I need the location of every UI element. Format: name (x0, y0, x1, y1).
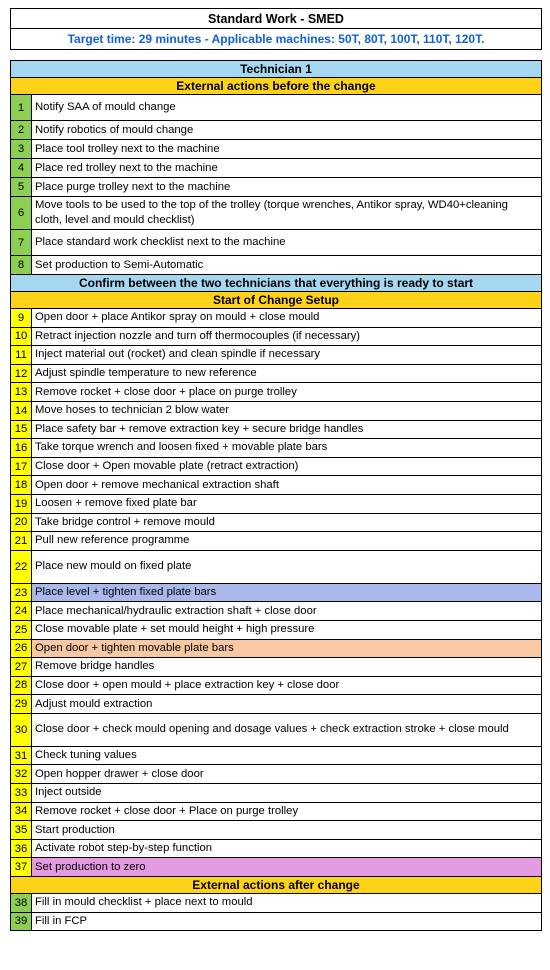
step-text: Notify robotics of mould change (32, 121, 542, 140)
step-row (11, 695, 542, 714)
step-text: Place mechanical/hydraulic extraction shaft + close door (32, 602, 542, 621)
step-text: Take torque wrench and loosen fixed + movable plate bars (32, 439, 542, 458)
step-number: 30 (11, 713, 32, 746)
step-row (11, 364, 542, 383)
step-number: 37 (11, 858, 32, 877)
step-row (11, 346, 542, 365)
step-text: Retract injection nozzle and turn off thermocouples (if necessary) (32, 327, 542, 346)
step-row (11, 494, 542, 513)
step-row (11, 602, 542, 621)
step-text: Place new mould on fixed plate (32, 550, 542, 583)
smed-table-body (11, 61, 542, 931)
step-text: Open door + place Antikor spray on mould + close mould (32, 309, 542, 328)
step-number: 28 (11, 676, 32, 695)
step-number: 31 (11, 746, 32, 765)
step-row (11, 858, 542, 877)
step-text: Remove bridge handles (32, 658, 542, 677)
step-number: 25 (11, 620, 32, 639)
step-number: 36 (11, 839, 32, 858)
step-row (11, 658, 542, 677)
step-number: 16 (11, 439, 32, 458)
step-text: Close door + check mould opening and dosage values + check extraction stroke + close mould (32, 713, 542, 746)
step-text: Open hopper drawer + close door (32, 765, 542, 784)
step-row (11, 784, 542, 803)
section-confirm: Confirm between the two technicians that everything is ready to start (11, 275, 542, 292)
step-number: 32 (11, 765, 32, 784)
step-row (11, 839, 542, 858)
technician-header-row (11, 61, 542, 78)
step-text: Adjust spindle temperature to new reference (32, 364, 542, 383)
step-number: 14 (11, 401, 32, 420)
step-row (11, 713, 542, 746)
step-row (11, 639, 542, 658)
section-start-setup-row (11, 292, 542, 309)
step-text: Remove rocket + close door + place on purge trolley (32, 383, 542, 402)
step-text: Set production to Semi-Automatic (32, 256, 542, 275)
step-number: 38 (11, 894, 32, 913)
step-number: 20 (11, 513, 32, 532)
step-number: 26 (11, 639, 32, 658)
step-row (11, 140, 542, 159)
step-text: Move hoses to technician 2 blow water (32, 401, 542, 420)
step-number: 22 (11, 550, 32, 583)
step-row (11, 121, 542, 140)
step-text: Adjust mould extraction (32, 695, 542, 714)
step-row (11, 912, 542, 931)
step-text: Start production (32, 821, 542, 840)
document-title: Standard Work - SMED (11, 9, 541, 29)
step-text: Notify SAA of mould change (32, 95, 542, 121)
step-number: 29 (11, 695, 32, 714)
step-number: 19 (11, 494, 32, 513)
step-row (11, 439, 542, 458)
step-text: Place level + tighten fixed plate bars (32, 583, 542, 602)
step-number: 15 (11, 420, 32, 439)
step-row (11, 95, 542, 121)
step-number: 27 (11, 658, 32, 677)
step-row (11, 821, 542, 840)
step-text: Activate robot step-by-step function (32, 839, 542, 858)
step-number: 10 (11, 327, 32, 346)
step-text: Close movable plate + set mould height + high pressure (32, 620, 542, 639)
step-text: Loosen + remove fixed plate bar (32, 494, 542, 513)
step-number: 21 (11, 532, 32, 551)
step-text: Check tuning values (32, 746, 542, 765)
step-number: 39 (11, 912, 32, 931)
step-number: 23 (11, 583, 32, 602)
step-number: 2 (11, 121, 32, 140)
section-confirm-row (11, 275, 542, 292)
step-row (11, 401, 542, 420)
step-text: Place red trolley next to the machine (32, 159, 542, 178)
step-row (11, 765, 542, 784)
step-number: 33 (11, 784, 32, 803)
step-row (11, 513, 542, 532)
step-number: 7 (11, 230, 32, 256)
step-row (11, 197, 542, 230)
step-row (11, 159, 542, 178)
step-row (11, 420, 542, 439)
step-number: 11 (11, 346, 32, 365)
step-number: 12 (11, 364, 32, 383)
step-row (11, 309, 542, 328)
technician-header: Technician 1 (11, 61, 542, 78)
step-number: 9 (11, 309, 32, 328)
step-row (11, 178, 542, 197)
section-external-after: External actions after change (11, 877, 542, 894)
step-text: Fill in FCP (32, 912, 542, 931)
step-row (11, 532, 542, 551)
document-header (10, 8, 542, 50)
step-row (11, 620, 542, 639)
step-row (11, 802, 542, 821)
step-text: Set production to zero (32, 858, 542, 877)
step-number: 6 (11, 197, 32, 230)
step-text: Place tool trolley next to the machine (32, 140, 542, 159)
document-subtitle: Target time: 29 minutes - Applicable machines: 50T, 80T, 100T, 110T, 120T. (67, 32, 485, 46)
step-number: 34 (11, 802, 32, 821)
step-number: 5 (11, 178, 32, 197)
step-text: Close door + open mould + place extraction key + close door (32, 676, 542, 695)
step-text: Open door + tighten movable plate bars (32, 639, 542, 658)
step-number: 18 (11, 476, 32, 495)
step-text: Move tools to be used to the top of the trolley (torque wrenches, Antikor spray, WD40+cleaning cloth, level and mould checklist) (32, 197, 542, 230)
step-text: Fill in mould checklist + place next to mould (32, 894, 542, 913)
section-external-before: External actions before the change (11, 78, 542, 95)
section-external-after-row (11, 877, 542, 894)
step-text: Close door + Open movable plate (retract extraction) (32, 457, 542, 476)
step-text: Pull new reference programme (32, 532, 542, 551)
step-text: Open door + remove mechanical extraction shaft (32, 476, 542, 495)
section-start-setup: Start of Change Setup (11, 292, 542, 309)
step-text: Remove rocket + close door + Place on purge trolley (32, 802, 542, 821)
step-row (11, 676, 542, 695)
step-number: 13 (11, 383, 32, 402)
step-row (11, 327, 542, 346)
step-number: 24 (11, 602, 32, 621)
step-number: 17 (11, 457, 32, 476)
step-row (11, 894, 542, 913)
step-row (11, 383, 542, 402)
step-number: 35 (11, 821, 32, 840)
step-row (11, 256, 542, 275)
step-row (11, 746, 542, 765)
step-number: 4 (11, 159, 32, 178)
step-row (11, 457, 542, 476)
step-text: Inject outside (32, 784, 542, 803)
step-number: 8 (11, 256, 32, 275)
step-text: Place standard work checklist next to the machine (32, 230, 542, 256)
step-number: 3 (11, 140, 32, 159)
step-row (11, 550, 542, 583)
step-text: Place purge trolley next to the machine (32, 178, 542, 197)
section-external-before-row (11, 78, 542, 95)
smed-table (10, 60, 542, 931)
step-row (11, 230, 542, 256)
step-row (11, 476, 542, 495)
step-text: Inject material out (rocket) and clean spindle if necessary (32, 346, 542, 365)
step-number: 1 (11, 95, 32, 121)
step-text: Take bridge control + remove mould (32, 513, 542, 532)
step-text: Place safety bar + remove extraction key + secure bridge handles (32, 420, 542, 439)
step-row (11, 583, 542, 602)
